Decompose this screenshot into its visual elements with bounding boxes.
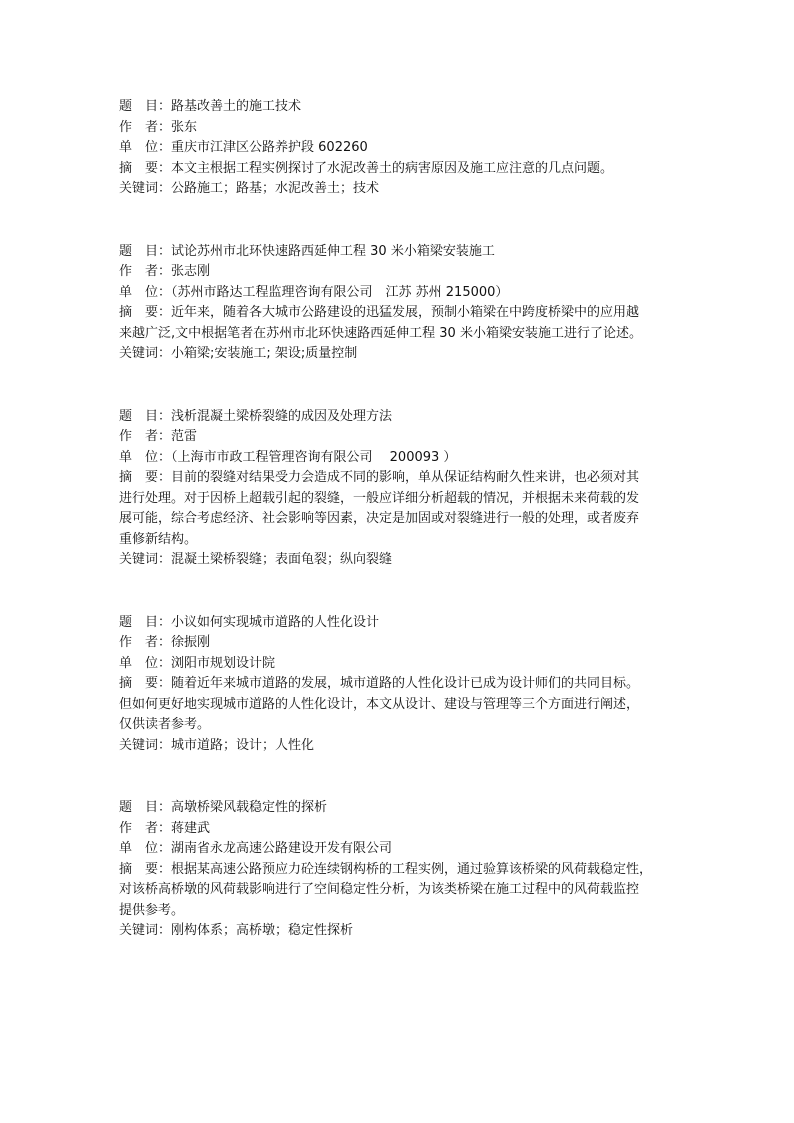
paper-abstract-text: 根据某高速公路预应力砼连续钢构桥的工程实例，通过验算该桥梁的风荷载稳定性，: [171, 861, 653, 877]
paper-author-value: 徐振刚: [171, 635, 211, 650]
paper-keywords: [119, 344, 689, 365]
paper-unit-label: 单 位：: [119, 449, 172, 465]
paper-abstract-line: [119, 901, 689, 922]
paper-title: [119, 242, 689, 263]
paper-unit-label: 单 位：: [119, 655, 172, 671]
paper-abstract-text: 重修新结构。: [119, 531, 198, 547]
paper-abstract-text: 本文主根据工程实例探讨了水泥改善土的病害原因及施工应注意的几点问题。: [171, 160, 614, 176]
paper-title-value: 浅析混凝土梁桥裂缝的成因及处理方法: [171, 408, 393, 424]
paper-author-label: 作 者：: [119, 429, 172, 444]
paper-title: [119, 613, 689, 634]
paper-keywords-label: 关键词：: [119, 346, 172, 361]
paper-abstract-line: [119, 530, 689, 551]
paper-author: [119, 262, 689, 283]
paper-title: [119, 97, 689, 118]
paper-abstract-line: [119, 159, 689, 180]
paper-keywords: [119, 921, 689, 942]
paper-unit: [119, 448, 689, 469]
paper-author-label: 作 者：: [119, 820, 172, 836]
paper-title-label: 题 目：: [119, 243, 172, 259]
paper-keywords: [119, 179, 689, 200]
paper-keywords: [119, 550, 689, 571]
paper-entry: [119, 242, 689, 365]
paper-title-label: 题 目：: [119, 99, 172, 114]
entry-spacer: [119, 571, 689, 613]
document-page: [119, 97, 689, 942]
paper-author-value: 张志刚: [171, 264, 211, 279]
paper-abstract-line: [119, 674, 689, 695]
paper-keywords-value: 公路施工；路基；水泥改善土；技术: [171, 181, 380, 196]
paper-unit-value: （上海市市政工程管理咨询有限公司 200093 ）: [171, 449, 457, 465]
paper-abstract-line: [119, 489, 689, 510]
paper-title-value: 路基改善土的施工技术: [171, 99, 302, 114]
paper-abstract-line: [119, 324, 689, 345]
entry-spacer: [119, 365, 689, 407]
paper-author: [119, 118, 689, 139]
paper-title-label: 题 目：: [119, 614, 172, 630]
entry-spacer: [119, 756, 689, 798]
paper-keywords-label: 关键词：: [119, 737, 172, 753]
paper-author-label: 作 者：: [119, 635, 172, 650]
paper-unit: [119, 283, 689, 304]
paper-abstract-label: 摘 要：: [119, 160, 172, 176]
paper-title-label: 题 目：: [119, 408, 172, 424]
paper-unit: [119, 654, 689, 675]
paper-abstract-text: 展可能，综合考虑经济、社会影响等因素，决定是加固或对裂缝进行一般的处理，或者废弃: [119, 511, 640, 526]
paper-unit-label: 单 位：: [119, 284, 172, 300]
paper-abstract-text: 进行处理。对于因桥上超载引起的裂缝，一般应详细分析超载的情况，并根据未来荷载的发: [119, 490, 640, 506]
paper-unit-label: 单 位：: [119, 841, 172, 856]
paper-abstract-text: 随着近年来城市道路的发展，城市道路的人性化设计已成为设计师们的共同目标。: [171, 676, 640, 691]
paper-abstract-text: 对该桥高桥墩的风荷载影响进行了空间稳定性分析，为该类桥梁在施工过程中的风荷载监控: [119, 882, 640, 897]
paper-entry: [119, 613, 689, 757]
paper-unit: [119, 839, 689, 860]
paper-author-value: 张东: [171, 119, 198, 135]
paper-keywords-label: 关键词：: [119, 181, 172, 196]
paper-abstract-line: [119, 303, 689, 324]
paper-abstract-text: 提供参考。: [119, 902, 185, 918]
paper-unit: [119, 138, 689, 159]
paper-abstract-label: 摘 要：: [119, 861, 172, 877]
paper-author: [119, 427, 689, 448]
paper-title: [119, 407, 689, 428]
paper-author-label: 作 者：: [119, 264, 172, 279]
paper-title-value: 高墩桥梁风载稳定性的探析: [171, 800, 328, 815]
paper-author: [119, 819, 689, 840]
paper-author: [119, 633, 689, 654]
paper-abstract-text: 目前的裂缝对结果受力会造成不同的影响，单从保证结构耐久性来讲，也必须对其: [171, 470, 640, 485]
paper-keywords-value: 刚构体系；高桥墩；稳定性探析: [171, 923, 354, 938]
paper-title-label: 题 目：: [119, 800, 172, 815]
paper-abstract-text: 来越广泛,文中根据笔者在苏州市北环快速路西延伸工程 30 米小箱梁安装施工进行了论述。: [119, 325, 642, 341]
paper-unit-value: 湖南省永龙高速公路建设开发有限公司: [171, 841, 393, 856]
paper-abstract-line: [119, 715, 689, 736]
paper-keywords-value: 城市道路；设计；人性化: [171, 737, 315, 753]
paper-title: [119, 798, 689, 819]
paper-abstract-text: 近年来，随着各大城市公路建设的迅猛发展，预制小箱梁在中跨度桥梁中的应用越: [171, 305, 640, 320]
paper-entry: [119, 798, 689, 942]
paper-abstract-line: [119, 695, 689, 716]
paper-author-value: 蒋建武: [171, 820, 211, 836]
paper-unit-value: 重庆市江津区公路养护段 602260: [171, 140, 368, 155]
paper-entry: [119, 407, 689, 571]
entry-spacer: [119, 200, 689, 242]
paper-keywords-value: 小箱梁;安装施工; 架设;质量控制: [171, 346, 358, 361]
paper-abstract-text: 但如何更好地实现城市道路的人性化设计，本文从设计、建设与管理等三个方面进行阐述，: [119, 696, 640, 712]
paper-abstract-line: [119, 860, 689, 881]
paper-abstract-line: [119, 468, 689, 489]
paper-author-value: 范雷: [171, 429, 198, 444]
paper-abstract-label: 摘 要：: [119, 470, 172, 485]
paper-keywords-label: 关键词：: [119, 923, 172, 938]
paper-keywords-value: 混凝土梁桥裂缝；表面龟裂；纵向裂缝: [171, 552, 393, 567]
paper-abstract-text: 仅供读者参考。: [119, 717, 211, 732]
paper-unit-value: 浏阳市规划设计院: [171, 655, 276, 671]
paper-abstract-line: [119, 509, 689, 530]
paper-title-value: 试论苏州市北环快速路西延伸工程 30 米小箱梁安装施工: [171, 243, 495, 259]
paper-unit-value: （苏州市路达工程监理咨询有限公司 江苏 苏州 215000）: [171, 284, 509, 300]
paper-author-label: 作 者：: [119, 119, 172, 135]
paper-abstract-line: [119, 880, 689, 901]
paper-entry: [119, 97, 689, 200]
paper-keywords: [119, 736, 689, 757]
paper-unit-label: 单 位：: [119, 140, 172, 155]
paper-abstract-label: 摘 要：: [119, 676, 172, 691]
paper-keywords-label: 关键词：: [119, 552, 172, 567]
paper-title-value: 小议如何实现城市道路的人性化设计: [171, 614, 380, 630]
paper-abstract-label: 摘 要：: [119, 305, 172, 320]
